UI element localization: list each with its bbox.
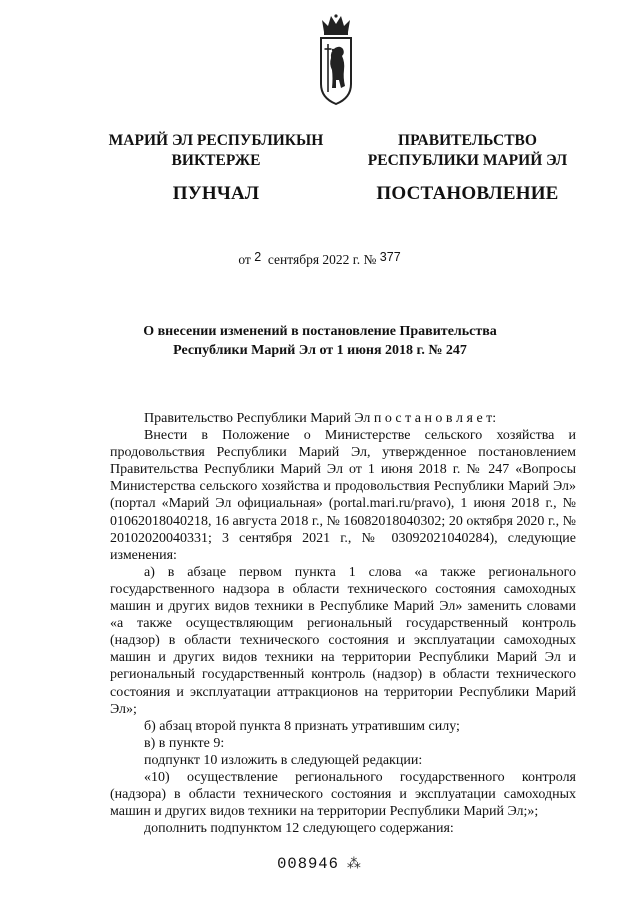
body-paragraph-main: Внести в Положение о Министерстве сельского хозяйства и продовольствия Республики Марий Эл, утвержденное постановлением Правительства Республики Марий Эл от 1 июня 2018 г. № 247 «Вопросы Министерства сельского хозяйства и продовольствия Республики Марий Эл» (портал «Марий Эл официальная» (portal.mari.ru/pravo), 1 июня 2018 г., № 01062018040218, 16 августа 2018 г., № 16082018040302; 20 октября 2020 г., № 20102020040331; 3 сентября 2021 г., № 03092021040284), следующие изменения: [110,428,576,563]
header-russian-line2: РЕСПУБЛИКИ МАРИЙ ЭЛ [367,152,568,169]
date-prefix: от [238,252,251,267]
body-paragraph-subitem-10-text: «10) осуществление регионального государственного контроля (надзора) в области технического состояния и эксплуатации самоходных машин и других видов техники на территории Республики Марий Эл;»; [110,769,576,820]
decree-subject [120,322,520,360]
serial-number-text: 008946 [277,855,339,873]
serial-mark-icon: ⁂ [346,856,362,872]
body-paragraph-subitem-10-intro: подпункт 10 изложить в следующей редакции: [144,752,423,768]
header-mari-title: ПУНЧАЛ [172,183,260,204]
decree-date-line [0,252,639,268]
subject-line1: О внесении изменений в постановление Правительства [143,324,497,339]
body-paragraph-item-b: б) абзац второй пункта 8 признать утратившим силу; [144,718,460,734]
form-serial-number [0,855,639,873]
body-paragraph-item-c: в) в пункте 9: [144,735,225,751]
date-day: 2 [254,250,262,264]
header-mari-line2: ВИКТЕРЖЕ [171,152,261,169]
subject-line2: Республики Марий Эл от 1 июня 2018 г. № 247 [173,343,467,358]
header-mari-line1: МАРИЙ ЭЛ РЕСПУБЛИКЫН [108,132,324,149]
coat-of-arms-emblem [318,12,354,108]
body-paragraph-preamble: Правительство Республики Марий Эл п о с т а н о в л я е т: [144,411,497,426]
crown-icon [322,14,350,35]
header-mari-block [100,131,332,206]
body-paragraph-subitem-12-intro: дополнить подпунктом 12 следующего содержания: [144,821,454,837]
header-russian-title: ПОСТАНОВЛЕНИЕ [376,183,559,204]
decree-number: 377 [379,250,401,264]
header-russian-line1: ПРАВИТЕЛЬСТВО [398,132,537,149]
header-russian-block [360,131,575,206]
date-month-year: сентября 2022 г. № [267,252,377,267]
decree-body [110,410,576,837]
body-paragraph-item-a: а) в абзаце первом пункта 1 слова «а также регионального государственного надзора в области технического состояния самоходных машин и других видов техники в Республике Марий Эл» заменить словами «а также осуществляющим региональный государственный контроль (надзор) в области технического состояния и эксплуатации самоходных машин и других видов техники на территории Республики Марий Эл и региональный государственный контроль (надзор) в области технического состояния и эксплуатации аттракционов на территории Республики Марий Эл»; [110,564,576,717]
